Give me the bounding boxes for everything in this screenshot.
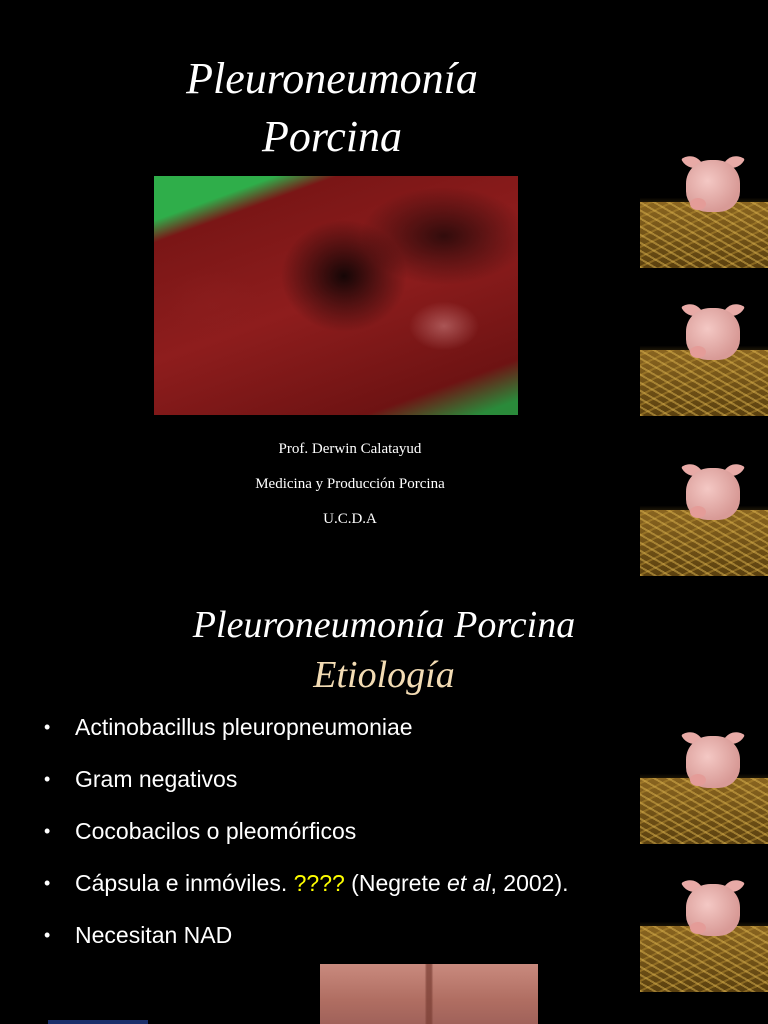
bullet-text: Cocobacilos o pleomórficos: [75, 818, 357, 844]
slide-2-title: [0, 600, 768, 700]
slide-1-title: [0, 50, 664, 166]
credit-course: Medicina y Producción Porcina: [255, 476, 445, 492]
bullet-item: [44, 762, 569, 814]
bullet-text-pre: Cápsula e inmóviles.: [75, 870, 294, 896]
credits: [150, 440, 550, 545]
bullet-text: Actinobacillus pleuropneumoniae: [75, 714, 413, 740]
bullet-text-post: , 2002).: [490, 870, 569, 896]
next-slide-edge: [48, 1020, 148, 1024]
bullet-item: [44, 814, 569, 866]
pig-thumbnail-image: [640, 448, 768, 576]
bullet-highlight: ????: [293, 870, 345, 896]
credit-author: Prof. Derwin Calatayud: [278, 441, 422, 457]
pig-thumbnail-image: [640, 864, 768, 992]
bullet-text: Gram negativos: [75, 766, 238, 792]
bullet-text-mid: (Negrete: [344, 870, 448, 896]
title-line-2: Porcina: [261, 112, 403, 161]
bullet-list: [44, 710, 569, 970]
tissue-photo: [320, 964, 538, 1024]
bullet-icon: •: [44, 769, 51, 789]
bullet-item: [44, 918, 569, 970]
pig-thumbnail-image: [640, 716, 768, 844]
lung-lesion-photo: [154, 176, 518, 415]
slide-2-heading: Pleuroneumonía Porcina: [192, 604, 576, 646]
credit-institution: U.C.D.A: [323, 511, 377, 527]
slide-2-subheading: Etiología: [313, 654, 455, 696]
title-line-1: Pleuroneumonía: [186, 54, 478, 103]
bullet-icon: •: [44, 873, 51, 893]
bullet-item: [44, 710, 569, 762]
bullet-icon: •: [44, 717, 51, 737]
bullet-icon: •: [44, 821, 51, 841]
pig-thumbnail-image: [640, 288, 768, 416]
bullet-text: Necesitan NAD: [75, 922, 233, 948]
slide-2: [0, 580, 768, 1024]
bullet-item: [44, 866, 569, 918]
bullet-text-italic: et al: [447, 870, 491, 896]
bullet-icon: •: [44, 925, 51, 945]
pig-thumbnail-image: [640, 140, 768, 268]
